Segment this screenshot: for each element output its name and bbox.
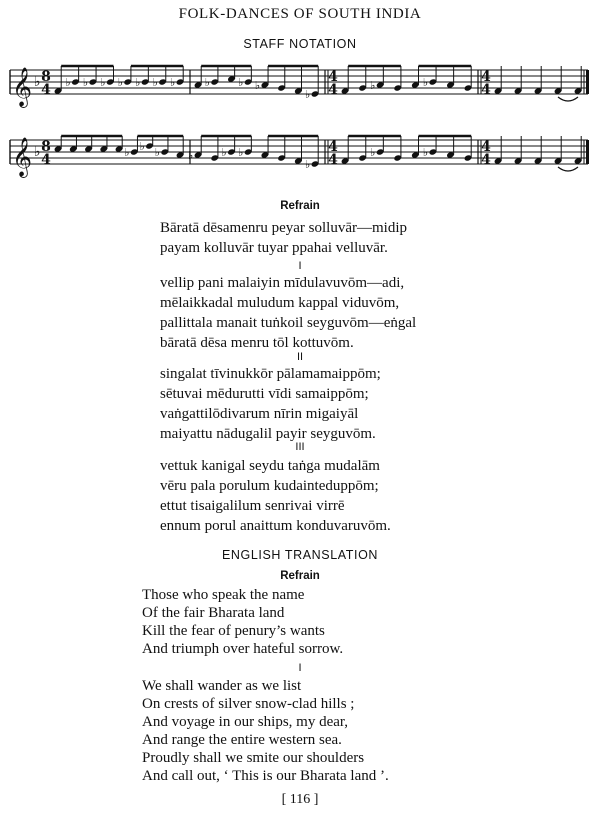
refrain-label: Refrain (280, 200, 320, 212)
time-signature-numerator: 4 (328, 69, 338, 85)
flat-accidental-icon: ♭ (238, 76, 244, 89)
flat-accidental-icon: ♭ (370, 79, 376, 92)
verse-line: On crests of silver snow-clad hills ; (142, 696, 355, 712)
flat-accidental-icon: ♭ (254, 79, 261, 92)
stanza-numeral: III (295, 441, 305, 453)
verse-line: Those who speak the name (142, 587, 305, 603)
refrain-label: Refrain (280, 570, 320, 582)
verse-line: ennum porul anaittum konduvaruvōm. (160, 518, 391, 534)
flat-accidental-icon: ♭ (422, 76, 429, 89)
flat-accidental-icon: ♭ (65, 76, 71, 89)
verse-line: vettuk kanigal seydu taṅga mudalām (160, 458, 380, 474)
time-signature-numerator: 4 (481, 69, 491, 85)
time-signature-denominator: 4 (328, 82, 338, 98)
flat-accidental-icon: ♭ (188, 149, 194, 162)
verse-line: ettut tisaigalilum senrivai virrē (160, 498, 345, 514)
time-signature-numerator: 8 (41, 69, 51, 85)
flat-accidental-icon: ♭ (238, 146, 244, 159)
flat-accidental-icon: ♭ (124, 146, 130, 159)
flat-accidental-icon: ♭ (139, 140, 145, 153)
treble-clef-icon: 𝄞 (12, 137, 33, 177)
verse-line: And triumph over hateful sorrow. (142, 641, 344, 657)
staff-system-2 (0, 128, 600, 188)
verse-line: mēlaikkadal muludum kappal viduvōm, (160, 295, 400, 311)
time-signature-denominator: 4 (41, 82, 51, 98)
flat-accidental-icon: ♭ (135, 76, 141, 89)
verse-line: Proudly shall we smite our shoulders (142, 750, 365, 766)
flat-accidental-icon: ♭ (305, 88, 311, 101)
flat-accidental-icon: ♭ (170, 76, 176, 89)
verse-line: vaṅgattilōdivarum nīrin migaiyāl (160, 406, 359, 422)
flat-accidental-icon: ♭ (100, 76, 106, 89)
tie (558, 97, 578, 101)
verse-line: Bāratā dēsamenru peyar solluvār—midip (160, 220, 408, 236)
flat-accidental-icon: ♭ (221, 146, 227, 159)
verse-line: bāratā dēsa menru tōl kottuvōm. (160, 335, 354, 351)
page-number: [ 116 ] (281, 792, 319, 807)
tamil-refrain (160, 218, 407, 258)
flat-accidental-icon: ♭ (117, 76, 123, 89)
time-signature-numerator: 4 (328, 139, 338, 155)
verse-line: Of the fair Bharata land (142, 605, 285, 621)
time-signature-denominator: 4 (41, 152, 51, 168)
time-signature-numerator: 8 (41, 139, 51, 155)
flat-accidental-icon: ♭ (370, 146, 376, 159)
staff-system-1 (0, 58, 600, 118)
verse-line: vēru pala porulum kudainteduppōm; (160, 478, 379, 494)
flat-accidental-icon: ♭ (204, 76, 210, 89)
stanza-numeral: II (296, 351, 304, 363)
flat-accidental-icon: ♭ (422, 146, 429, 159)
stanza-numeral: I (298, 260, 302, 272)
tie (558, 167, 578, 171)
flat-accidental-icon: ♭ (154, 146, 160, 159)
verse-line: And voyage in our ships, my dear, (142, 714, 349, 730)
flat-accidental-icon: ♭ (305, 158, 311, 171)
final-barline (586, 70, 589, 94)
verse-line: pallittala manait tuṅkoil seyguvōm—eṅgal (160, 315, 417, 331)
key-signature-flat-icon: ♭ (34, 74, 41, 90)
verse-line: singalat tīvinukkōr pālamamaippōm; (160, 366, 381, 382)
english-refrain (142, 586, 343, 658)
verse-line: sētuvai mēdurutti vīdi samaippōm; (160, 386, 369, 402)
tamil-stanza-2 (160, 364, 381, 444)
translation-heading: ENGLISH TRANSLATION (221, 548, 379, 562)
time-signature-denominator: 4 (481, 152, 491, 168)
verse-line: vellip pani malaiyin mīdulavuvōm—adi, (160, 275, 405, 291)
verse-line: And range the entire western sea. (142, 732, 342, 748)
notation-heading: STAFF NOTATION (243, 37, 357, 51)
verse-line: maiyattu nādugalil payir seyguvōm. (160, 426, 376, 442)
treble-clef-icon: 𝄞 (12, 67, 33, 107)
running-head: FOLK-DANCES OF SOUTH INDIA (178, 6, 422, 22)
flat-accidental-icon: ♭ (82, 76, 89, 89)
verse-line: payam kolluvār tuyar ppahai velluvār. (160, 240, 388, 256)
final-barline (586, 140, 589, 164)
time-signature-denominator: 4 (481, 82, 491, 98)
stanza-numeral: I (298, 662, 302, 674)
time-signature-denominator: 4 (328, 152, 338, 168)
verse-line: Kill the fear of penury’s wants (142, 623, 325, 639)
verse-line: We shall wander as we list (142, 678, 302, 694)
tamil-stanza-3 (160, 456, 391, 536)
verse-line: And call out, ‘ This is our Bharata land ’. (142, 768, 389, 784)
flat-accidental-icon: ♭ (152, 76, 158, 89)
english-stanza-1 (142, 677, 389, 785)
tamil-stanza-1 (160, 273, 416, 353)
key-signature-flat-icon: ♭ (34, 144, 41, 160)
time-signature-numerator: 4 (481, 139, 491, 155)
